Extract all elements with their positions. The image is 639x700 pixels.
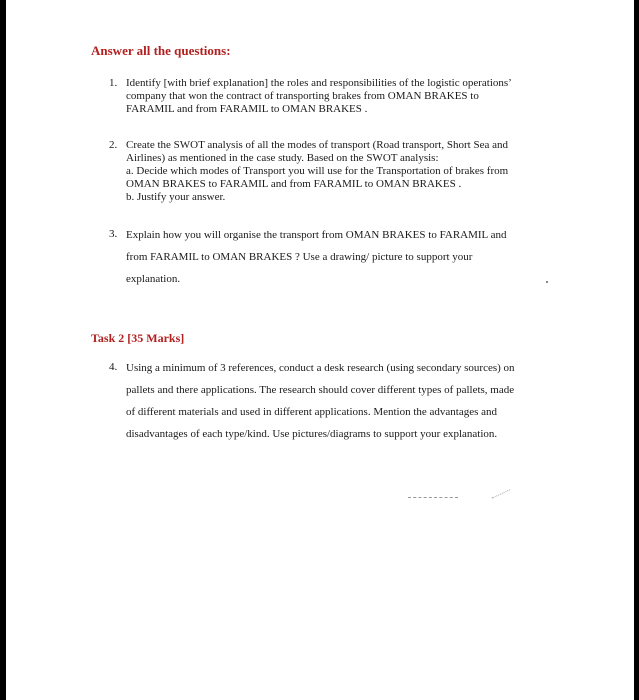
question-number: 3. <box>109 228 118 240</box>
question-line: from FARAMIL to OMAN BRAKES ? Use a drawing/ picture to support your <box>126 251 473 263</box>
question-4 <box>109 357 564 445</box>
question-text <box>126 224 564 290</box>
question-number: 4. <box>109 361 118 373</box>
question-line: Create the SWOT analysis of all the modes of transport (Road transport, Short Sea and <box>126 139 508 151</box>
question-1 <box>109 77 564 116</box>
scan-speck <box>546 281 548 283</box>
question-line: Identify [with brief explanation] the roles and responsibilities of the logistic operations’ <box>126 77 512 89</box>
question-line: Airlines) as mentioned in the case study. Based on the SWOT analysis: <box>126 152 439 164</box>
task-heading: Task 2 [35 Marks] <box>91 331 185 345</box>
scan-artifact-dots <box>492 489 515 507</box>
question-3 <box>109 224 564 290</box>
question-text <box>126 139 564 204</box>
question-number: 2. <box>109 139 118 151</box>
question-line: disadvantages of each type/kind. Use pictures/diagrams to support your explanation. <box>126 428 498 440</box>
question-line: Using a minimum of 3 references, conduct a desk research (using secondary sources) on <box>126 362 515 374</box>
question-line: FARAMIL and from FARAMIL to OMAN BRAKES . <box>126 103 368 115</box>
document-page <box>6 0 634 700</box>
question-text <box>126 77 564 116</box>
question-line: OMAN BRAKES to FARAMIL and from FARAMIL to OMAN BRAKES . <box>126 178 462 190</box>
question-line: b. Justify your answer. <box>126 191 226 203</box>
page-heading: Answer all the questions: <box>91 43 231 58</box>
scan-artifact-dash <box>408 497 458 498</box>
question-line: explanation. <box>126 273 181 285</box>
question-line: company that won the contract of transporting brakes from OMAN BRAKES to <box>126 90 479 102</box>
question-line: Explain how you will organise the transport from OMAN BRAKES to FARAMIL and <box>126 229 507 241</box>
question-line: a. Decide which modes of Transport you will use for the Transportation of brakes from <box>126 165 509 177</box>
question-number: 1. <box>109 77 118 89</box>
question-line: of different materials and used in different applications. Mention the advantages and <box>126 406 498 418</box>
question-2 <box>109 139 564 204</box>
question-line: pallets and there applications. The research should cover different types of pallets, made <box>126 384 515 396</box>
question-text <box>126 357 564 445</box>
